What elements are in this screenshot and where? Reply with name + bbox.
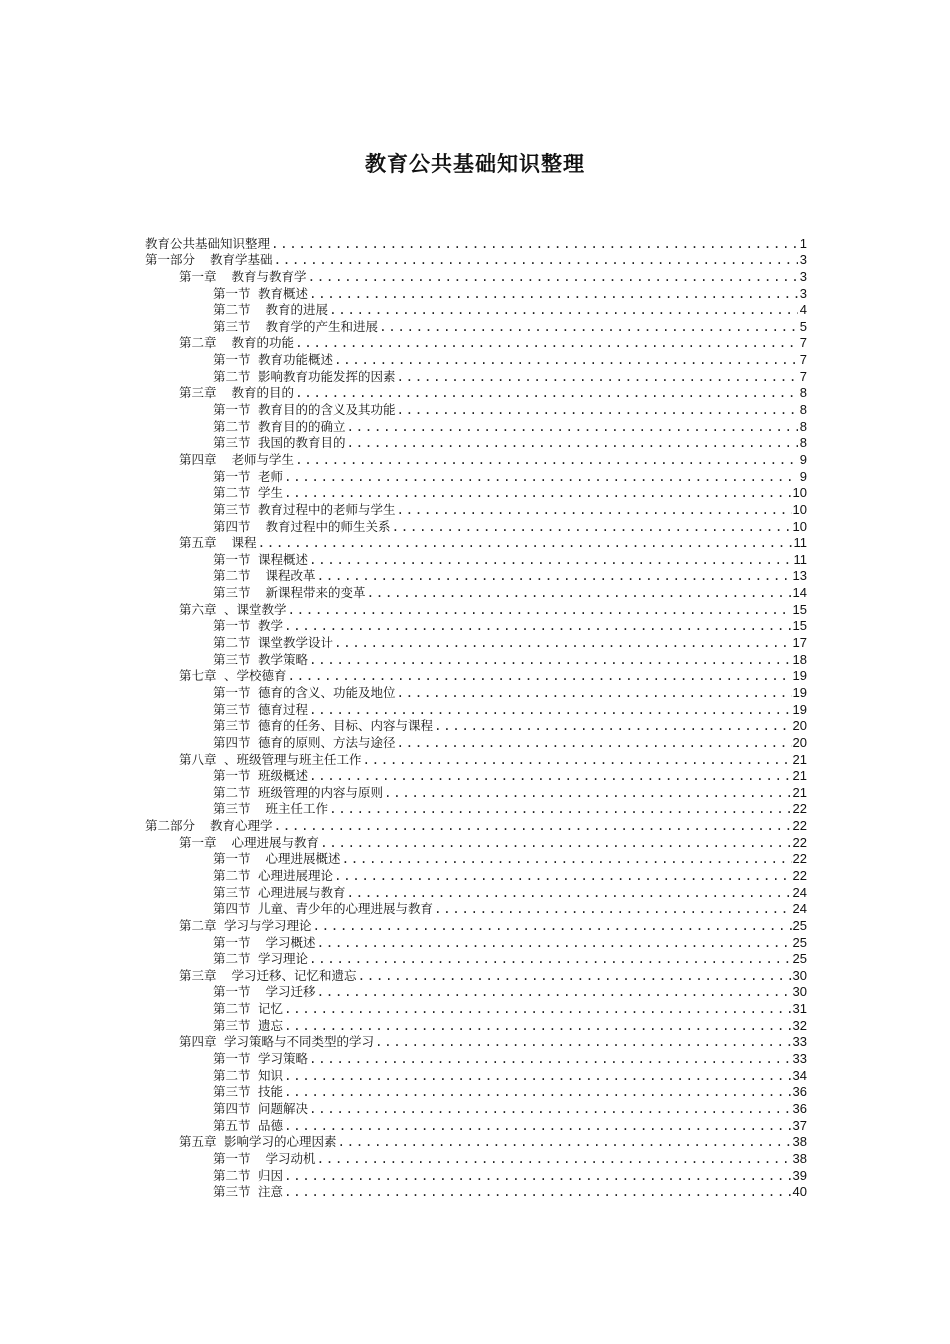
toc-dot-leader — [397, 502, 792, 518]
toc-section-entry[interactable] — [145, 734, 807, 751]
toc-section-entry[interactable] — [145, 1100, 807, 1117]
toc-entry-title: 第一节 德育的含义、功能及地位 — [213, 684, 396, 700]
toc-page-number: 7 — [799, 335, 807, 351]
toc-entry-title: 第一节 心理进展概述 — [213, 851, 341, 867]
toc-section-entry[interactable] — [145, 718, 807, 735]
toc-entry-title: 第四节 德育的原则、方法与途径 — [213, 734, 396, 750]
toc-section-entry[interactable] — [145, 551, 807, 568]
toc-dot-leader — [347, 435, 798, 451]
toc-page-number: 25 — [792, 951, 807, 967]
toc-section-entry[interactable] — [145, 651, 807, 668]
toc-page-number: 8 — [799, 385, 807, 401]
toc-entry-title: 第五章 课程 — [179, 535, 257, 551]
toc-page-number: 8 — [799, 418, 807, 434]
toc-page-number: 20 — [792, 718, 807, 734]
toc-dot-leader — [284, 1168, 792, 1184]
toc-dot-leader — [379, 319, 798, 335]
toc-section-entry[interactable] — [145, 618, 807, 635]
toc-page-number: 25 — [792, 934, 807, 950]
toc-chapter-entry[interactable] — [145, 917, 807, 934]
toc-section-entry[interactable] — [145, 951, 807, 968]
toc-section-entry[interactable] — [145, 318, 807, 335]
toc-entry-title: 第三节 注意 — [213, 1184, 284, 1200]
toc-section-entry[interactable] — [145, 368, 807, 385]
toc-page-number: 8 — [799, 435, 807, 451]
toc-section-entry[interactable] — [145, 1000, 807, 1017]
toc-dot-leader — [288, 602, 792, 618]
toc-chapter-entry[interactable] — [145, 535, 807, 552]
toc-dot-leader — [309, 652, 792, 668]
toc-entry-title: 第三节 教育过程中的老师与学生 — [213, 501, 396, 517]
toc-section-entry[interactable] — [145, 634, 807, 651]
toc-part-entry[interactable] — [145, 235, 807, 252]
toc-dot-leader — [284, 1018, 792, 1034]
toc-page-number: 31 — [792, 1001, 807, 1017]
toc-entry-title: 第二节 心理进展理论 — [213, 867, 334, 883]
toc-entry-title: 第三节 教育学的产生和进展 — [213, 318, 379, 334]
toc-page-number: 22 — [792, 818, 807, 834]
toc-section-entry[interactable] — [145, 568, 807, 585]
toc-dot-leader — [347, 885, 792, 901]
toc-page-number: 24 — [792, 901, 807, 917]
toc-dot-leader — [397, 369, 798, 385]
toc-dot-leader — [309, 702, 792, 718]
toc-dot-leader — [384, 785, 792, 801]
toc-entry-title: 第二节 班级管理的内容与原则 — [213, 784, 384, 800]
toc-section-entry[interactable] — [145, 1150, 807, 1167]
toc-dot-leader — [284, 618, 792, 634]
toc-page-number: 21 — [792, 768, 807, 784]
toc-section-entry[interactable] — [145, 801, 807, 818]
toc-dot-leader — [274, 252, 798, 268]
toc-dot-leader — [367, 585, 792, 601]
toc-page-number: 15 — [792, 618, 807, 634]
toc-section-entry[interactable] — [145, 584, 807, 601]
toc-chapter-entry[interactable] — [145, 268, 807, 285]
toc-entry-title: 第二节 影响教育功能发挥的因素 — [213, 368, 396, 384]
toc-dot-leader — [308, 269, 798, 285]
toc-page-number: 33 — [792, 1034, 807, 1050]
toc-section-entry[interactable] — [145, 884, 807, 901]
toc-chapter-entry[interactable] — [145, 967, 807, 984]
toc-dot-leader — [309, 951, 792, 967]
toc-dot-leader — [284, 469, 798, 485]
toc-entry-title: 第三节 教学策略 — [213, 651, 309, 667]
toc-dot-leader — [317, 935, 792, 951]
toc-page-number: 19 — [792, 701, 807, 717]
toc-entry-title: 第一章 教育与教育学 — [179, 268, 307, 284]
toc-entry-title: 第二章 学习与学习理论 — [179, 917, 312, 933]
toc-page-number: 18 — [792, 651, 807, 667]
toc-entry-title: 第二节 学习理论 — [213, 951, 309, 967]
toc-section-entry[interactable] — [145, 501, 807, 518]
toc-dot-leader — [334, 635, 792, 651]
toc-entry-title: 第二节 教育目的的确立 — [213, 418, 346, 434]
toc-entry-title: 第三节 德育过程 — [213, 701, 309, 717]
toc-page-number: 20 — [792, 734, 807, 750]
toc-page-number: 13 — [792, 568, 807, 584]
toc-entry-title: 第三节 我国的教育目的 — [213, 435, 346, 451]
toc-part-entry[interactable] — [145, 817, 807, 834]
toc-dot-leader — [434, 901, 792, 917]
toc-dot-leader — [392, 519, 792, 535]
toc-page-number: 39 — [792, 1167, 807, 1183]
toc-page-number: 3 — [799, 268, 807, 284]
toc-dot-leader — [295, 335, 798, 351]
toc-section-entry[interactable] — [145, 418, 807, 435]
toc-entry-title: 第一节 老师 — [213, 468, 284, 484]
toc-page-number: 33 — [792, 1051, 807, 1067]
toc-page-number: 21 — [792, 784, 807, 800]
toc-page-number: 21 — [792, 751, 807, 767]
toc-entry-title: 第二节 学生 — [213, 485, 284, 501]
toc-page-number: 4 — [799, 302, 807, 318]
toc-chapter-entry[interactable] — [145, 1134, 807, 1151]
toc-page-number: 22 — [792, 851, 807, 867]
toc-page-number: 22 — [792, 867, 807, 883]
toc-section-entry[interactable] — [145, 1167, 807, 1184]
toc-section-entry[interactable] — [145, 1084, 807, 1101]
toc-section-entry[interactable] — [145, 1067, 807, 1084]
toc-entry-title: 第四章 老师与学生 — [179, 451, 295, 467]
toc-dot-leader — [317, 568, 792, 584]
toc-entry-title: 第六章 、课堂教学 — [179, 601, 287, 617]
toc-entry-title: 第八章 、班级管理与班主任工作 — [179, 751, 362, 767]
toc-section-entry[interactable] — [145, 867, 807, 884]
toc-entry-title: 第三节 心理进展与教育 — [213, 884, 346, 900]
toc-page-number: 3 — [799, 252, 807, 268]
document-title: 教育公共基础知识整理 — [365, 151, 585, 176]
toc-entry-title: 第四节 教育过程中的师生关系 — [213, 518, 391, 534]
toc-page-number: 3 — [799, 285, 807, 301]
toc-dot-leader — [363, 752, 792, 768]
toc-dot-leader — [329, 302, 798, 318]
toc-section-entry[interactable] — [145, 768, 807, 785]
toc-page-number: 36 — [792, 1084, 807, 1100]
toc-page-number: 17 — [792, 635, 807, 651]
toc-entry-title: 第五节 品德 — [213, 1117, 284, 1133]
toc-dot-leader — [375, 1034, 792, 1050]
toc-dot-leader — [295, 385, 798, 401]
toc-dot-leader — [317, 1151, 792, 1167]
toc-entry-title: 第一节 教育目的的含义及其功能 — [213, 402, 396, 418]
toc-section-entry[interactable] — [145, 934, 807, 951]
toc-entry-title: 第二节 知识 — [213, 1067, 284, 1083]
toc-section-entry[interactable] — [145, 485, 807, 502]
toc-chapter-entry[interactable] — [145, 834, 807, 851]
toc-entry-title: 第三节 班主任工作 — [213, 801, 329, 817]
toc-section-entry[interactable] — [145, 851, 807, 868]
toc-entry-title: 第二章 教育的功能 — [179, 335, 295, 351]
toc-section-entry[interactable] — [145, 784, 807, 801]
toc-dot-leader — [284, 1184, 792, 1200]
toc-entry-title: 第一部分 教育学基础 — [145, 252, 273, 268]
toc-page-number: 34 — [792, 1067, 807, 1083]
toc-page-number: 22 — [792, 801, 807, 817]
toc-dot-leader — [258, 535, 793, 551]
toc-section-entry[interactable] — [145, 468, 807, 485]
toc-dot-leader — [338, 1134, 792, 1150]
toc-dot-leader — [334, 352, 798, 368]
toc-page-number: 30 — [792, 967, 807, 983]
toc-dot-leader — [329, 801, 791, 817]
toc-entry-title: 第三节 技能 — [213, 1084, 284, 1100]
toc-section-entry[interactable] — [145, 684, 807, 701]
toc-page-number: 40 — [792, 1184, 807, 1200]
toc-page-number: 10 — [792, 518, 807, 534]
toc-entry-title: 第二节 课堂教学设计 — [213, 635, 334, 651]
toc-entry-title: 第四章 学习策略与不同类型的学习 — [179, 1034, 375, 1050]
toc-chapter-entry[interactable] — [145, 451, 807, 468]
toc-dot-leader — [274, 818, 792, 834]
toc-page-number: 11 — [793, 535, 807, 551]
toc-entry-title: 第四节 问题解决 — [213, 1100, 309, 1116]
toc-entry-title: 第三章 学习迁移、记忆和遗忘 — [179, 967, 357, 983]
toc-section-entry[interactable] — [145, 302, 807, 319]
toc-section-entry[interactable] — [145, 285, 807, 302]
toc-entry-title: 第二节 教育的进展 — [213, 302, 329, 318]
toc-page-number: 11 — [793, 551, 807, 567]
toc-entry-title: 第一章 心理进展与教育 — [179, 834, 320, 850]
toc-entry-title: 第一节 学习概述 — [213, 934, 316, 950]
toc-page-number: 19 — [792, 668, 807, 684]
toc-entry-title: 第二部分 教育心理学 — [145, 818, 273, 834]
toc-dot-leader — [284, 1001, 792, 1017]
toc-page-number: 8 — [799, 402, 807, 418]
toc-chapter-entry[interactable] — [145, 335, 807, 352]
toc-dot-leader — [284, 1118, 792, 1134]
toc-dot-leader — [320, 835, 791, 851]
toc-page-number: 24 — [792, 884, 807, 900]
toc-dot-leader — [397, 402, 798, 418]
toc-chapter-entry[interactable] — [145, 1034, 807, 1051]
toc-dot-leader — [397, 735, 792, 751]
toc-entry-title: 第四节 儿童、青少年的心理进展与教育 — [213, 901, 434, 917]
toc-entry-title: 第二节 归因 — [213, 1167, 284, 1183]
toc-dot-leader — [309, 1051, 792, 1067]
toc-dot-leader — [295, 452, 798, 468]
toc-page-number: 38 — [792, 1134, 807, 1150]
toc-entry-title: 第一节 教学 — [213, 618, 284, 634]
toc-page-number: 10 — [792, 501, 807, 517]
toc-section-entry[interactable] — [145, 435, 807, 452]
toc-page-number: 37 — [792, 1117, 807, 1133]
toc-dot-leader — [342, 851, 792, 867]
toc-section-entry[interactable] — [145, 901, 807, 918]
toc-entry-title: 第一节 课程概述 — [213, 551, 309, 567]
toc-page-number: 9 — [799, 451, 807, 467]
toc-entry-title: 教育公共基础知识整理 — [145, 235, 271, 251]
toc-dot-leader — [309, 552, 792, 568]
toc-entry-title: 第二节 记忆 — [213, 1001, 284, 1017]
toc-page-number: 38 — [792, 1150, 807, 1166]
toc-section-entry[interactable] — [145, 1184, 807, 1201]
toc-entry-title: 第一节 教育概述 — [213, 285, 309, 301]
toc-section-entry[interactable] — [145, 1117, 807, 1134]
toc-dot-leader — [397, 685, 792, 701]
toc-entry-title: 第五章 影响学习的心理因素 — [179, 1134, 337, 1150]
toc-section-entry[interactable] — [145, 401, 807, 418]
toc-chapter-entry[interactable] — [145, 668, 807, 685]
toc-entry-title: 第一节 学习策略 — [213, 1051, 309, 1067]
toc-dot-leader — [309, 1101, 792, 1117]
toc-page-number: 10 — [792, 485, 807, 501]
toc-section-entry[interactable] — [145, 518, 807, 535]
toc-entry-title: 第一节 学习动机 — [213, 1150, 316, 1166]
toc-section-entry[interactable] — [145, 984, 807, 1001]
toc-page-number: 25 — [792, 917, 807, 933]
toc-dot-leader — [309, 768, 792, 784]
toc-section-entry[interactable] — [145, 701, 807, 718]
toc-page-number: 9 — [799, 468, 807, 484]
toc-entry-title: 第三节 新课程带来的变革 — [213, 585, 366, 601]
toc-entry-title: 第七章 、学校德育 — [179, 668, 287, 684]
toc-entry-title: 第一节 教育功能概述 — [213, 352, 334, 368]
toc-page-number: 36 — [792, 1100, 807, 1116]
toc-entry-title: 第三节 遗忘 — [213, 1017, 284, 1033]
toc-dot-leader — [284, 485, 792, 501]
toc-dot-leader — [271, 236, 798, 252]
toc-dot-leader — [334, 868, 792, 884]
toc-section-entry[interactable] — [145, 1017, 807, 1034]
toc-entry-title: 第三章 教育的目的 — [179, 385, 295, 401]
toc-dot-leader — [313, 918, 792, 934]
toc-page-number: 14 — [792, 585, 807, 601]
toc-chapter-entry[interactable] — [145, 751, 807, 768]
toc-dot-leader — [434, 718, 792, 734]
toc-page-number: 7 — [799, 368, 807, 384]
toc-dot-leader — [309, 286, 798, 302]
toc-dot-leader — [284, 1068, 792, 1084]
toc-section-entry[interactable] — [145, 1050, 807, 1067]
toc-page-number: 19 — [792, 684, 807, 700]
toc-dot-leader — [284, 1084, 792, 1100]
toc-dot-leader — [347, 419, 798, 435]
toc-part-entry[interactable] — [145, 252, 807, 269]
toc-page-number: 30 — [792, 984, 807, 1000]
toc-dot-leader — [358, 968, 792, 984]
toc-entry-title: 第三节 德育的任务、目标、内容与课程 — [213, 718, 434, 734]
toc-page-number: 1 — [799, 235, 807, 251]
toc-page-number: 22 — [792, 834, 807, 850]
toc-dot-leader — [288, 668, 792, 684]
toc-chapter-entry[interactable] — [145, 385, 807, 402]
table-of-contents — [145, 235, 807, 1200]
toc-section-entry[interactable] — [145, 351, 807, 368]
toc-dot-leader — [317, 984, 792, 1000]
toc-page-number: 32 — [792, 1017, 807, 1033]
toc-page-number: 5 — [799, 318, 807, 334]
toc-entry-title: 第一节 班级概述 — [213, 768, 309, 784]
toc-page-number: 7 — [799, 352, 807, 368]
toc-entry-title: 第一节 学习迁移 — [213, 984, 316, 1000]
toc-entry-title: 第二节 课程改革 — [213, 568, 316, 584]
toc-page-number: 15 — [792, 601, 807, 617]
toc-chapter-entry[interactable] — [145, 601, 807, 618]
